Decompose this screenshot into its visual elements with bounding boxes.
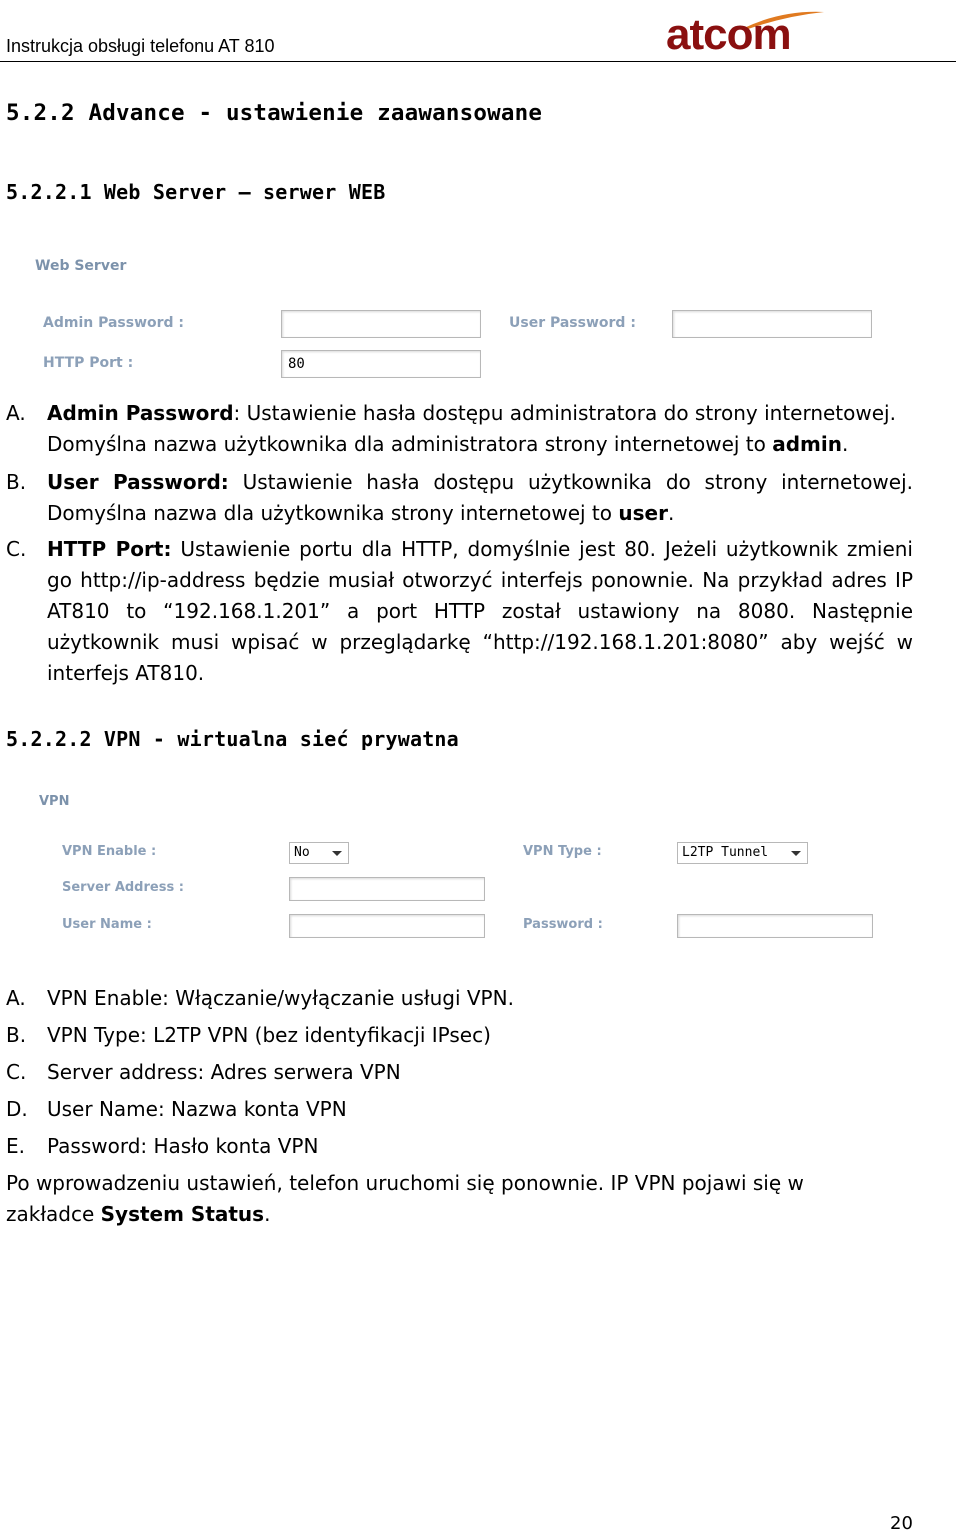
vpn-enable-label: VPN Enable :: [62, 844, 157, 859]
vpn-type-label: VPN Type :: [523, 844, 602, 859]
page-number: 20: [890, 1513, 913, 1534]
vpn-type-value: L2TP Tunnel: [682, 845, 769, 860]
system-status-reference: System Status: [100, 1202, 265, 1226]
chevron-down-icon: [332, 851, 342, 856]
password-label: Password :: [523, 917, 603, 932]
web-server-heading: 5.2.2.1 Web Server – serwer WEB: [6, 180, 386, 204]
footer-text: Po wprowadzeniu ustawień, telefon uruchomi się ponownie. IP VPN pojawi się w zakładce: [6, 1171, 804, 1226]
description-end: .: [667, 501, 675, 525]
admin-password-field[interactable]: [281, 310, 481, 338]
user-name-label: User Name :: [62, 917, 152, 932]
item-letter: E.: [6, 1134, 25, 1158]
chevron-down-icon: [791, 851, 801, 856]
http-port-field[interactable]: 80: [281, 350, 481, 378]
vpn-type-select[interactable]: [677, 842, 808, 864]
list-item: Password: Hasło konta VPN: [47, 1134, 319, 1158]
term-admin-password: Admin Password: [47, 401, 234, 425]
vpn-heading: 5.2.2.2 VPN - wirtualna sieć prywatna: [6, 727, 459, 751]
user-password-description: [47, 467, 913, 529]
description-text: : Ustawienie hasła dostępu administratora do strony internetowej. Domyślna nazwa użytkownika dla administratora strony internetowej to: [47, 401, 896, 456]
section-heading: 5.2.2 Advance - ustawienie zaawansowane: [6, 100, 543, 126]
item-letter: C.: [6, 1060, 27, 1084]
term-http-port: HTTP Port:: [47, 537, 172, 561]
atcom-logo: atcom: [666, 10, 791, 59]
list-item: VPN Enable: Włączanie/wyłączanie usługi VPN.: [47, 986, 514, 1010]
admin-password-label: Admin Password :: [43, 315, 185, 331]
footer-end: .: [264, 1202, 271, 1226]
default-admin-name: admin: [772, 432, 842, 456]
item-letter: B.: [6, 1023, 27, 1047]
http-port-description: [47, 534, 913, 689]
default-user-name: user: [618, 501, 668, 525]
term-user-password: User Password:: [47, 470, 229, 494]
vpn-panel-title: VPN: [39, 794, 70, 809]
server-address-field[interactable]: [289, 877, 485, 901]
vpn-enable-select[interactable]: [289, 842, 349, 864]
list-item: VPN Type: L2TP VPN (bez identyfikacji IPsec): [47, 1023, 491, 1047]
user-name-field[interactable]: [289, 914, 485, 938]
description-text: Ustawienie portu dla HTTP, domyślnie jest 80. Jeżeli użytkownik zmieni go http://ip-address będzie musiał otworzyć interfejs ponownie. Na przykład adres IP AT810 to “192.168.1.201” a port HTTP został ustawiony na 8080. Następnie użytkownik musi wpisać w przeglądarkę “http://192.168.1.201:8080” aby wejść w interfejs AT810.: [47, 537, 913, 685]
server-address-label: Server Address :: [62, 880, 184, 895]
item-letter: C.: [6, 537, 27, 561]
description-end: .: [841, 432, 849, 456]
vpn-footer-note: [6, 1168, 836, 1230]
item-letter: A.: [6, 401, 26, 425]
description-text: Ustawienie hasła dostępu użytkownika do strony internetowej. Domyślna nazwa dla użytkownika strony internetowej to: [47, 470, 914, 525]
document-header-title: Instrukcja obsługi telefonu AT 810: [6, 36, 275, 56]
vpn-enable-value: No: [294, 845, 310, 860]
list-item: User Name: Nazwa konta VPN: [47, 1097, 347, 1121]
list-item: Server address: Adres serwera VPN: [47, 1060, 401, 1084]
user-password-label: User Password :: [509, 315, 636, 331]
item-letter: D.: [6, 1097, 28, 1121]
item-letter: B.: [6, 470, 27, 494]
password-field[interactable]: [677, 914, 873, 938]
web-server-panel-title: Web Server: [35, 258, 127, 274]
http-port-label: HTTP Port :: [43, 355, 134, 371]
item-letter: A.: [6, 986, 26, 1010]
user-password-field[interactable]: [672, 310, 872, 338]
header-divider: [0, 61, 956, 62]
admin-password-description: [47, 398, 927, 460]
